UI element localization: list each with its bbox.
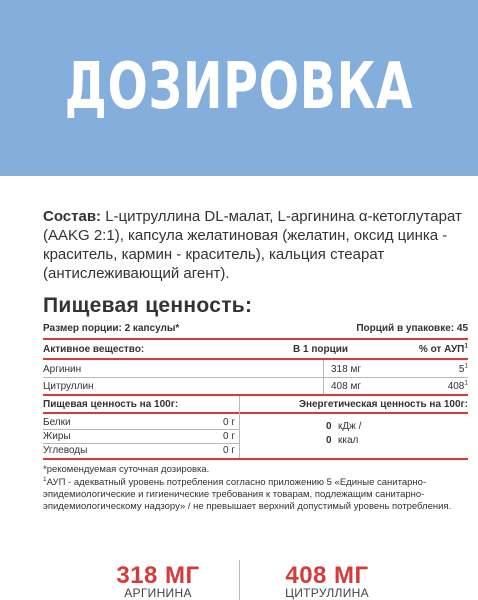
citrulline-amount: 408 МГ bbox=[285, 562, 369, 589]
banner-title: ДОЗИРОВКА bbox=[64, 50, 414, 124]
active-header-rule bbox=[43, 358, 468, 360]
composition-text bbox=[43, 207, 468, 283]
nutrition-title: Пищевая ценность: bbox=[43, 294, 253, 317]
table-top-rule bbox=[43, 338, 468, 340]
footnote-aup-text: АУП - адекватный уровень потребления согласно приложению 5 «Единые санитарно-эпидемиологические и гигиенические требования к товарам, подлежащим санитарно-эпидемиологическому надзору» / не превышает верхний допустимый уровень потребления. bbox=[43, 477, 452, 512]
footnote-aup-sup: 1 bbox=[43, 475, 47, 483]
section-rule bbox=[43, 394, 468, 396]
per100-header: Пищевая ценность на 100г: bbox=[43, 399, 179, 410]
row-divider bbox=[43, 443, 239, 444]
energy-kcal-unit: ккал bbox=[338, 435, 359, 446]
active-amount: 318 мг bbox=[331, 364, 361, 375]
row-divider bbox=[43, 377, 468, 378]
active-header-name: Активное вещество: bbox=[43, 344, 145, 355]
active-header-sup: 1 bbox=[464, 342, 468, 350]
per100-name: Углеводы bbox=[43, 445, 88, 456]
active-amount: 408 мг bbox=[331, 381, 361, 392]
energy-kcal-value: 0 bbox=[326, 435, 332, 446]
active-name: Цитруллин bbox=[43, 381, 94, 392]
table-bottom-rule bbox=[43, 458, 468, 460]
active-percent-sup: 1 bbox=[464, 379, 468, 387]
servings-per-pack: Порций в упаковке: 45 bbox=[356, 323, 468, 334]
arginine-label: АРГИНИНА bbox=[124, 586, 192, 600]
row-divider bbox=[43, 429, 239, 430]
column-divider bbox=[323, 360, 324, 394]
header-banner bbox=[0, 0, 478, 176]
active-percent-sup: 1 bbox=[464, 362, 468, 370]
energy-header: Энергетическая ценность на 100г: bbox=[298, 399, 468, 410]
composition-body: L-цитруллина DL-малат, L-аргинина α-кетоглутарат (AAKG 2:1), капсула желатиновая (желатин, оксид цинка - краситель, кармин - краситель), кальция стеарат (антислеживающий агент). bbox=[43, 208, 462, 282]
composition-label: Состав: bbox=[43, 208, 102, 225]
column-divider bbox=[239, 396, 240, 458]
footnote-aup bbox=[43, 477, 468, 513]
citrulline-label: ЦИТРУЛЛИНА bbox=[285, 586, 369, 600]
arginine-amount: 318 МГ bbox=[116, 562, 200, 589]
active-header-amount: В 1 порции bbox=[293, 344, 349, 355]
per100-value: 0 г bbox=[223, 445, 235, 456]
per100-value: 0 г bbox=[223, 417, 235, 428]
energy-kj-value: 0 bbox=[326, 421, 332, 432]
per100-name: Белки bbox=[43, 417, 71, 428]
serving-size: Размер порции: 2 капсулы* bbox=[43, 323, 180, 334]
active-percent: 5 bbox=[458, 364, 465, 375]
active-name: Аргинин bbox=[43, 364, 82, 375]
per100-header-rule bbox=[43, 412, 468, 414]
per100-value: 0 г bbox=[223, 431, 235, 442]
active-percent: 408 bbox=[447, 381, 465, 392]
footnote-dosage: *рекомендуемая суточная дозировка. bbox=[43, 464, 210, 475]
per100-name: Жиры bbox=[43, 431, 71, 442]
highlight-divider bbox=[239, 560, 240, 600]
energy-kj-unit: кДж / bbox=[338, 421, 362, 432]
active-header-percent: % от АУП bbox=[418, 344, 465, 355]
